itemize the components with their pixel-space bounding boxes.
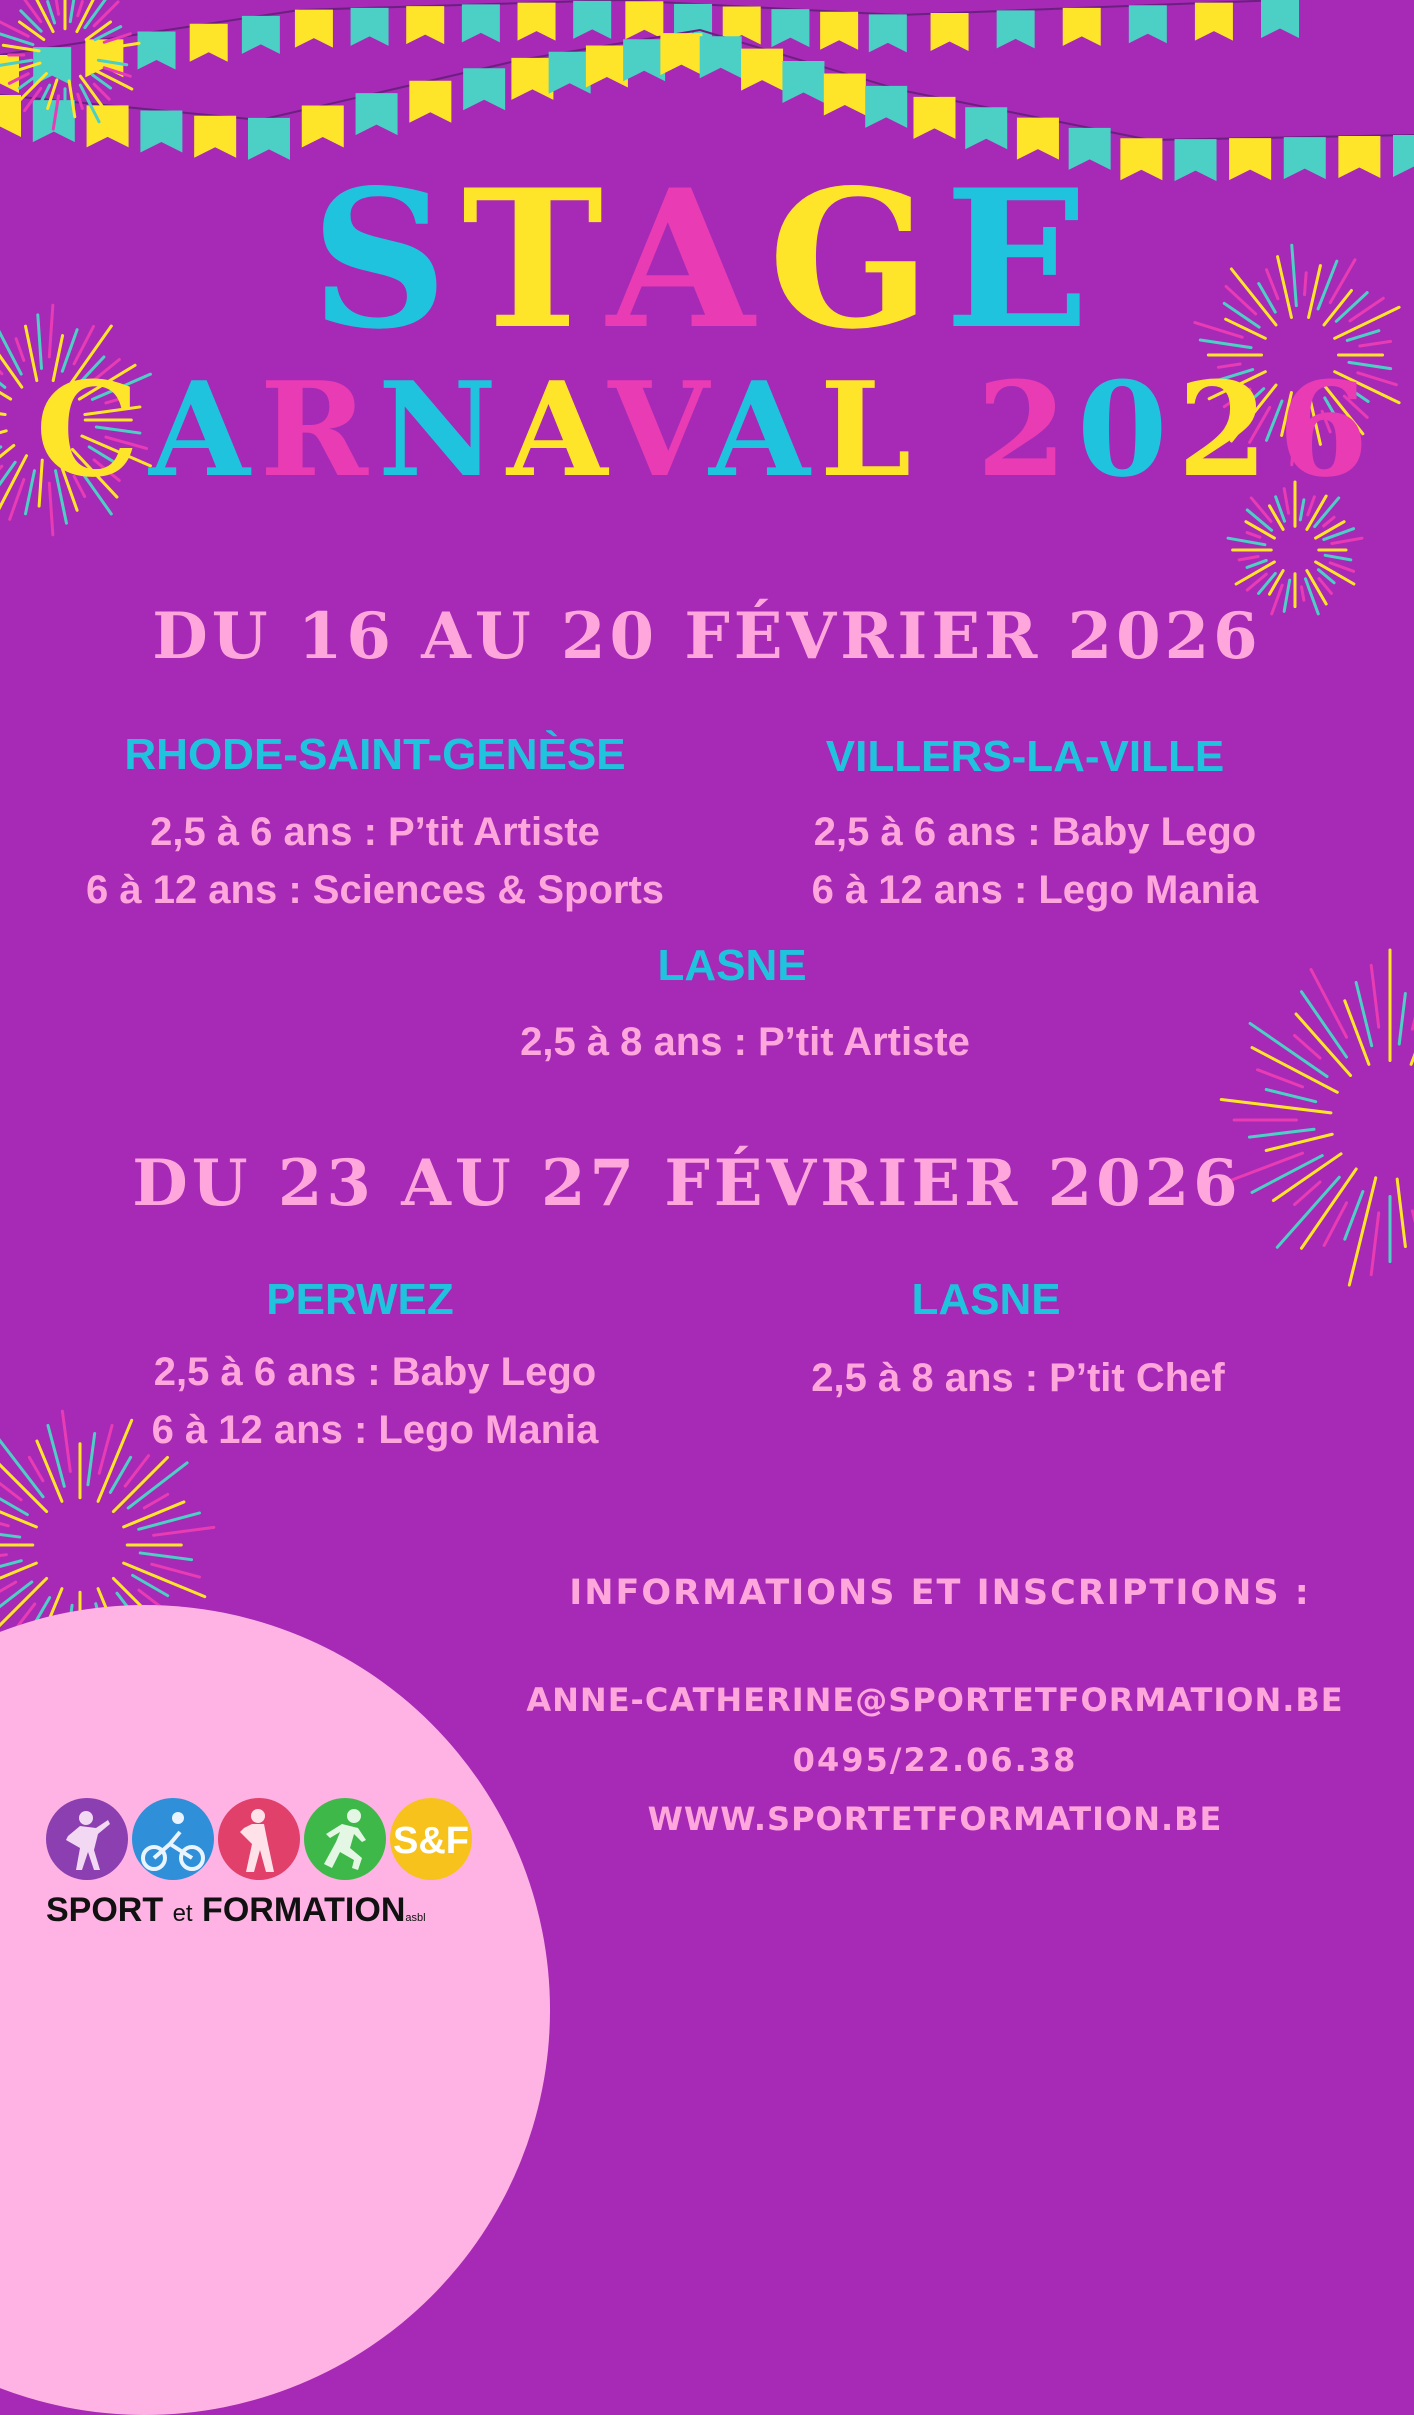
location-rhode-saint-genese: RHODE-SAINT-GENÈSE: [124, 730, 626, 779]
firework-spark: [1228, 538, 1265, 544]
firework-spark: [0, 1530, 20, 1537]
firework-spark: [1399, 993, 1405, 1044]
program-line: 2,5 à 6 ans : Baby Lego: [153, 1350, 597, 1394]
firework-spark: [0, 1555, 6, 1563]
title-stage-text: STAGE: [310, 148, 1104, 371]
firework-spark: [0, 1582, 16, 1596]
program-line: 2,5 à 8 ans : P’tit Chef: [811, 1356, 1225, 1400]
firework-spark: [1250, 1023, 1327, 1076]
firework-spark: [1249, 1129, 1314, 1137]
firework-spark: [69, 81, 75, 117]
logo-word-et: et: [172, 1900, 193, 1927]
firework-spark: [1345, 1001, 1369, 1065]
firework-spark: [70, 0, 76, 22]
location-villers-la-ville: VILLERS-LA-VILLE: [825, 732, 1225, 781]
week2-dates: DU 23 AU 27 FÉVRIER 2026: [132, 1146, 1242, 1221]
firework-spark: [98, 60, 126, 64]
contact-heading: INFORMATIONS ET INSCRIPTIONS :: [569, 1573, 1311, 1613]
firework-spark: [62, 1411, 70, 1471]
title-carnaval: [0, 353, 1414, 506]
firework-spark: [1330, 563, 1353, 572]
logo-word-formation: FORMATION: [202, 1891, 406, 1929]
title-carnaval-text: CARNAVAL 2026: [35, 353, 1379, 506]
title-stage: [0, 148, 1414, 371]
sf-badge: [390, 1798, 472, 1880]
firework-spark: [1325, 555, 1351, 560]
firework-spark: [152, 1564, 200, 1577]
firework-spark: [0, 60, 32, 66]
firework-spark: [1324, 517, 1334, 526]
logo-word-sport: SPORT: [46, 1891, 164, 1929]
firework-spark: [1266, 1134, 1332, 1150]
contact-email[interactable]: ANNE-CATHERINE@SPORTETFORMATION.BE: [526, 1681, 1344, 1719]
firework-spark: [1371, 965, 1379, 1027]
runner-icon: [304, 1798, 386, 1880]
firework-spark: [154, 1527, 214, 1535]
firework-spark: [1316, 522, 1344, 538]
karate-icon: [46, 1798, 128, 1880]
logo-word-asbl: asbl: [405, 1912, 426, 1924]
location-perwez: PERWEZ: [266, 1275, 454, 1324]
location-lasne-week2: LASNE: [911, 1275, 1061, 1324]
firework-spark: [1239, 556, 1258, 559]
firework-spark: [94, 2, 118, 26]
contact-phone[interactable]: 0495/22.06.38: [792, 1741, 1078, 1779]
firework-spark: [91, 43, 139, 51]
logo-wordmark: [46, 1893, 426, 1927]
firework-spark: [1397, 1179, 1405, 1247]
firework-spark: [0, 1494, 27, 1514]
firework-spark: [1247, 560, 1266, 567]
firework-spark: [1311, 969, 1347, 1037]
program-line: 2,5 à 6 ans : P’tit Artiste: [150, 810, 600, 854]
firework-spark: [1371, 1213, 1379, 1275]
firework-spark: [0, 1477, 21, 1500]
program-line: 2,5 à 8 ans : P’tit Artiste: [520, 1020, 970, 1064]
firework-spark: [1301, 587, 1303, 600]
firework-spark: [78, 2, 83, 16]
firework-spark: [53, 96, 58, 129]
program-line: 6 à 12 ans : Sciences & Sports: [85, 868, 665, 912]
firework-spark: [78, 94, 83, 108]
firework-spark: [140, 1553, 191, 1560]
firework-spark: [21, 11, 41, 31]
firework-spark: [29, 1457, 43, 1480]
firework-spark: [1247, 533, 1260, 538]
program-line: 6 à 12 ans : Lego Mania: [151, 1408, 599, 1452]
sf-badge-text: S&F: [393, 1820, 469, 1862]
firework-spark: [104, 34, 130, 42]
firework-spark: [3, 45, 39, 51]
dancer-icon: [218, 1798, 300, 1880]
firework-spark: [1332, 538, 1362, 543]
program-line: 2,5 à 6 ans : Baby Lego: [813, 810, 1257, 854]
week1-dates: DU 16 AU 20 FÉVRIER 2026: [152, 599, 1262, 674]
firework-spark: [1258, 1070, 1303, 1087]
firework-spark: [144, 1494, 167, 1508]
firework-spark: [104, 68, 130, 76]
location-lasne: LASNE: [657, 941, 807, 990]
program-line: 6 à 12 ans : Lego Mania: [811, 868, 1259, 912]
bmx-icon: [132, 1798, 214, 1880]
contact-website[interactable]: WWW.SPORTETFORMATION.BE: [647, 1800, 1223, 1838]
firework-spark: [1247, 510, 1271, 530]
firework-spark: [1266, 1089, 1316, 1101]
firework-spark: [55, 0, 58, 14]
